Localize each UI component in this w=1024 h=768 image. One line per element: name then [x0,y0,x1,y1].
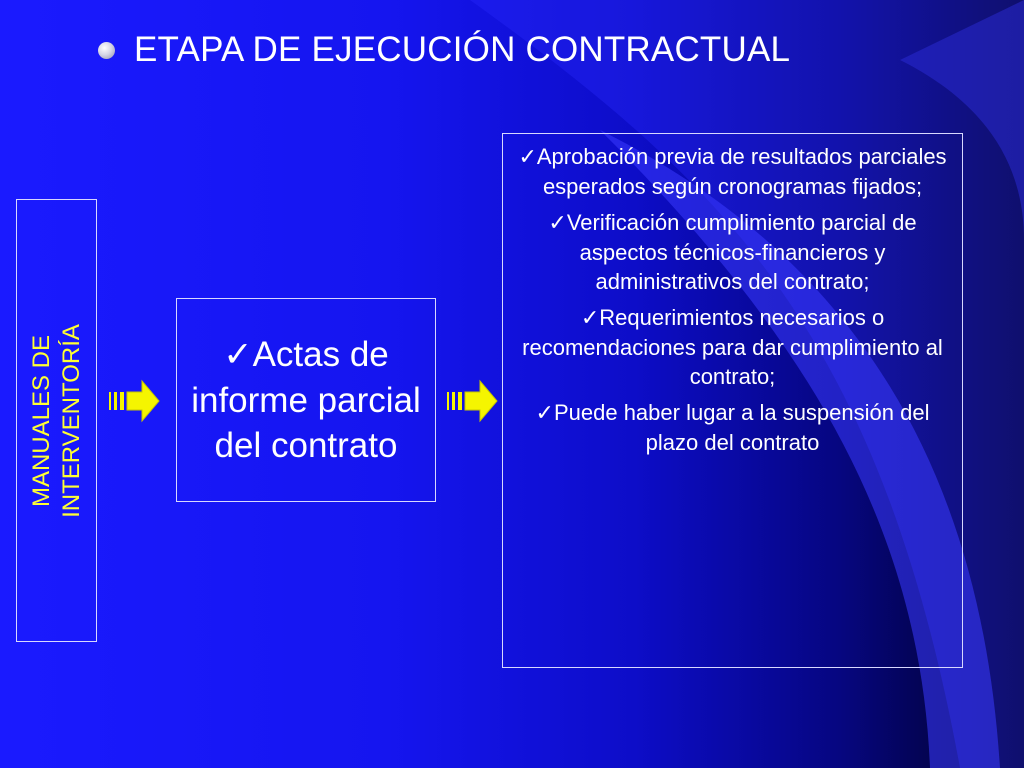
bullet-dot-icon [98,42,115,59]
detail-item-text: Aprobación previa de resultados parciales esperados según cronogramas fijados; [536,144,947,199]
actas-text: Actas de informe parcial del contrato [191,335,421,465]
manuales-box [16,199,97,642]
detail-item-text: Verificación cumplimiento parcial de aspectos técnicos-financieros y administrativos del contrato; [566,210,917,294]
checkmark-icon: ✓ [518,145,537,170]
checkmark-icon: ✓ [223,335,253,375]
checkmark-icon: ✓ [580,306,600,331]
detail-item [515,398,950,457]
actas-text-block [191,332,421,468]
yellow-arrow-right-icon [447,379,499,423]
yellow-arrow-right-icon [109,379,161,423]
detail-item [515,142,950,201]
slide-title: ETAPA DE EJECUCIÓN CONTRACTUAL [134,30,791,69]
detail-item [515,208,950,296]
actas-box [176,298,436,502]
slide-title-row [98,30,790,70]
details-box [502,133,963,668]
manuales-label-line-2: INTERVENTORÍA [57,323,85,518]
manuales-label-line-1: MANUALES DE [27,334,55,507]
detail-item [515,303,950,391]
checkmark-icon: ✓ [535,401,554,426]
detail-item-text: Puede haber lugar a la suspensión del plazo del contrato [553,400,930,455]
manuales-label [27,211,87,631]
checkmark-icon: ✓ [548,211,567,236]
detail-item-text: Requerimientos necesarios o recomendaciones para dar cumplimiento al contrato; [522,305,943,389]
